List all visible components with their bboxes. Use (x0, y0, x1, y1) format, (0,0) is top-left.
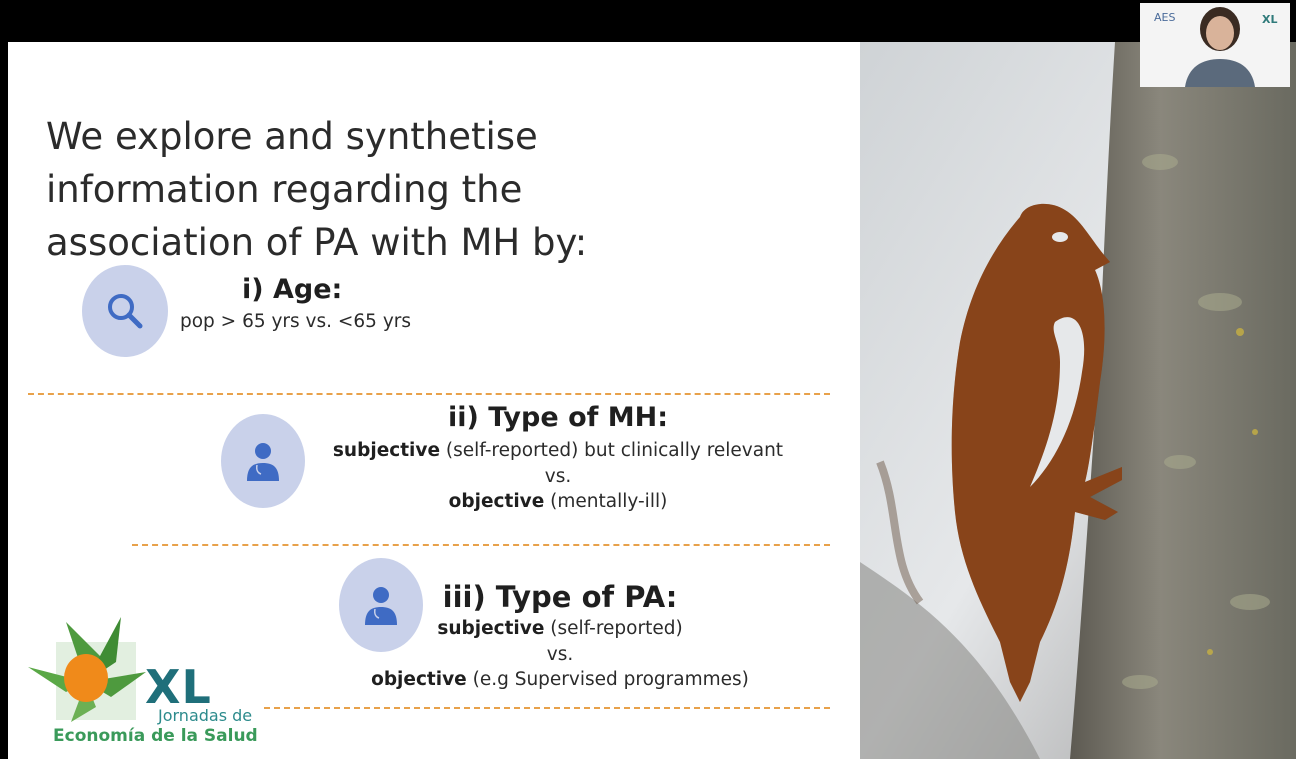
logo-jornadas-text: Jornadas de (158, 706, 253, 725)
presentation-slide (8, 42, 860, 759)
slide-title (46, 110, 646, 269)
presenter-avatar-icon (1140, 3, 1290, 87)
section-age-heading: i) Age: (242, 274, 343, 305)
line-rest: (self-reported) (544, 618, 683, 639)
bold-term: objective (371, 669, 467, 690)
top-black-bar (0, 0, 1296, 42)
title-line: association of PA with MH by: (46, 221, 588, 264)
bold-term: objective (448, 491, 545, 512)
divider-1 (28, 393, 830, 395)
woodpecker-photo (860, 42, 1296, 759)
section-mh-line3 (308, 491, 808, 512)
search-icon (103, 289, 147, 333)
section-pa-line2: vs. (546, 644, 574, 665)
webcam-xl-logo: XL (1262, 13, 1278, 26)
logo-xl-text: XL (145, 660, 212, 714)
line-rest: (self-reported) but clinically relevant (440, 440, 784, 461)
section-mh-heading: ii) Type of MH: (447, 402, 669, 433)
section-mh-line1 (308, 440, 808, 461)
title-line: information regarding the (46, 168, 523, 211)
section-pa-line1 (310, 618, 810, 639)
person-icon (243, 439, 283, 483)
section-mh-icon-circle (221, 414, 305, 508)
section-pa-heading: iii) Type of PA: (442, 580, 678, 614)
title-line: We explore and synthetise (46, 115, 538, 158)
section-mh-line2: vs. (544, 466, 572, 487)
section-age-icon-circle (82, 265, 168, 357)
divider-3 (264, 707, 830, 709)
section-pa-line3 (310, 669, 810, 690)
bold-term: subjective (437, 618, 545, 639)
line-rest: (e.g Supervised programmes) (466, 669, 749, 690)
webcam-aes-logo: AES (1154, 11, 1176, 24)
logo-economia-text: Economía de la Salud (53, 726, 258, 746)
line-rest: (mentally-ill) (544, 491, 668, 512)
divider-2 (132, 544, 830, 546)
webcam-overlay (1140, 3, 1290, 87)
bold-term: subjective (332, 440, 440, 461)
section-age-detail: pop > 65 yrs vs. <65 yrs (180, 311, 412, 332)
